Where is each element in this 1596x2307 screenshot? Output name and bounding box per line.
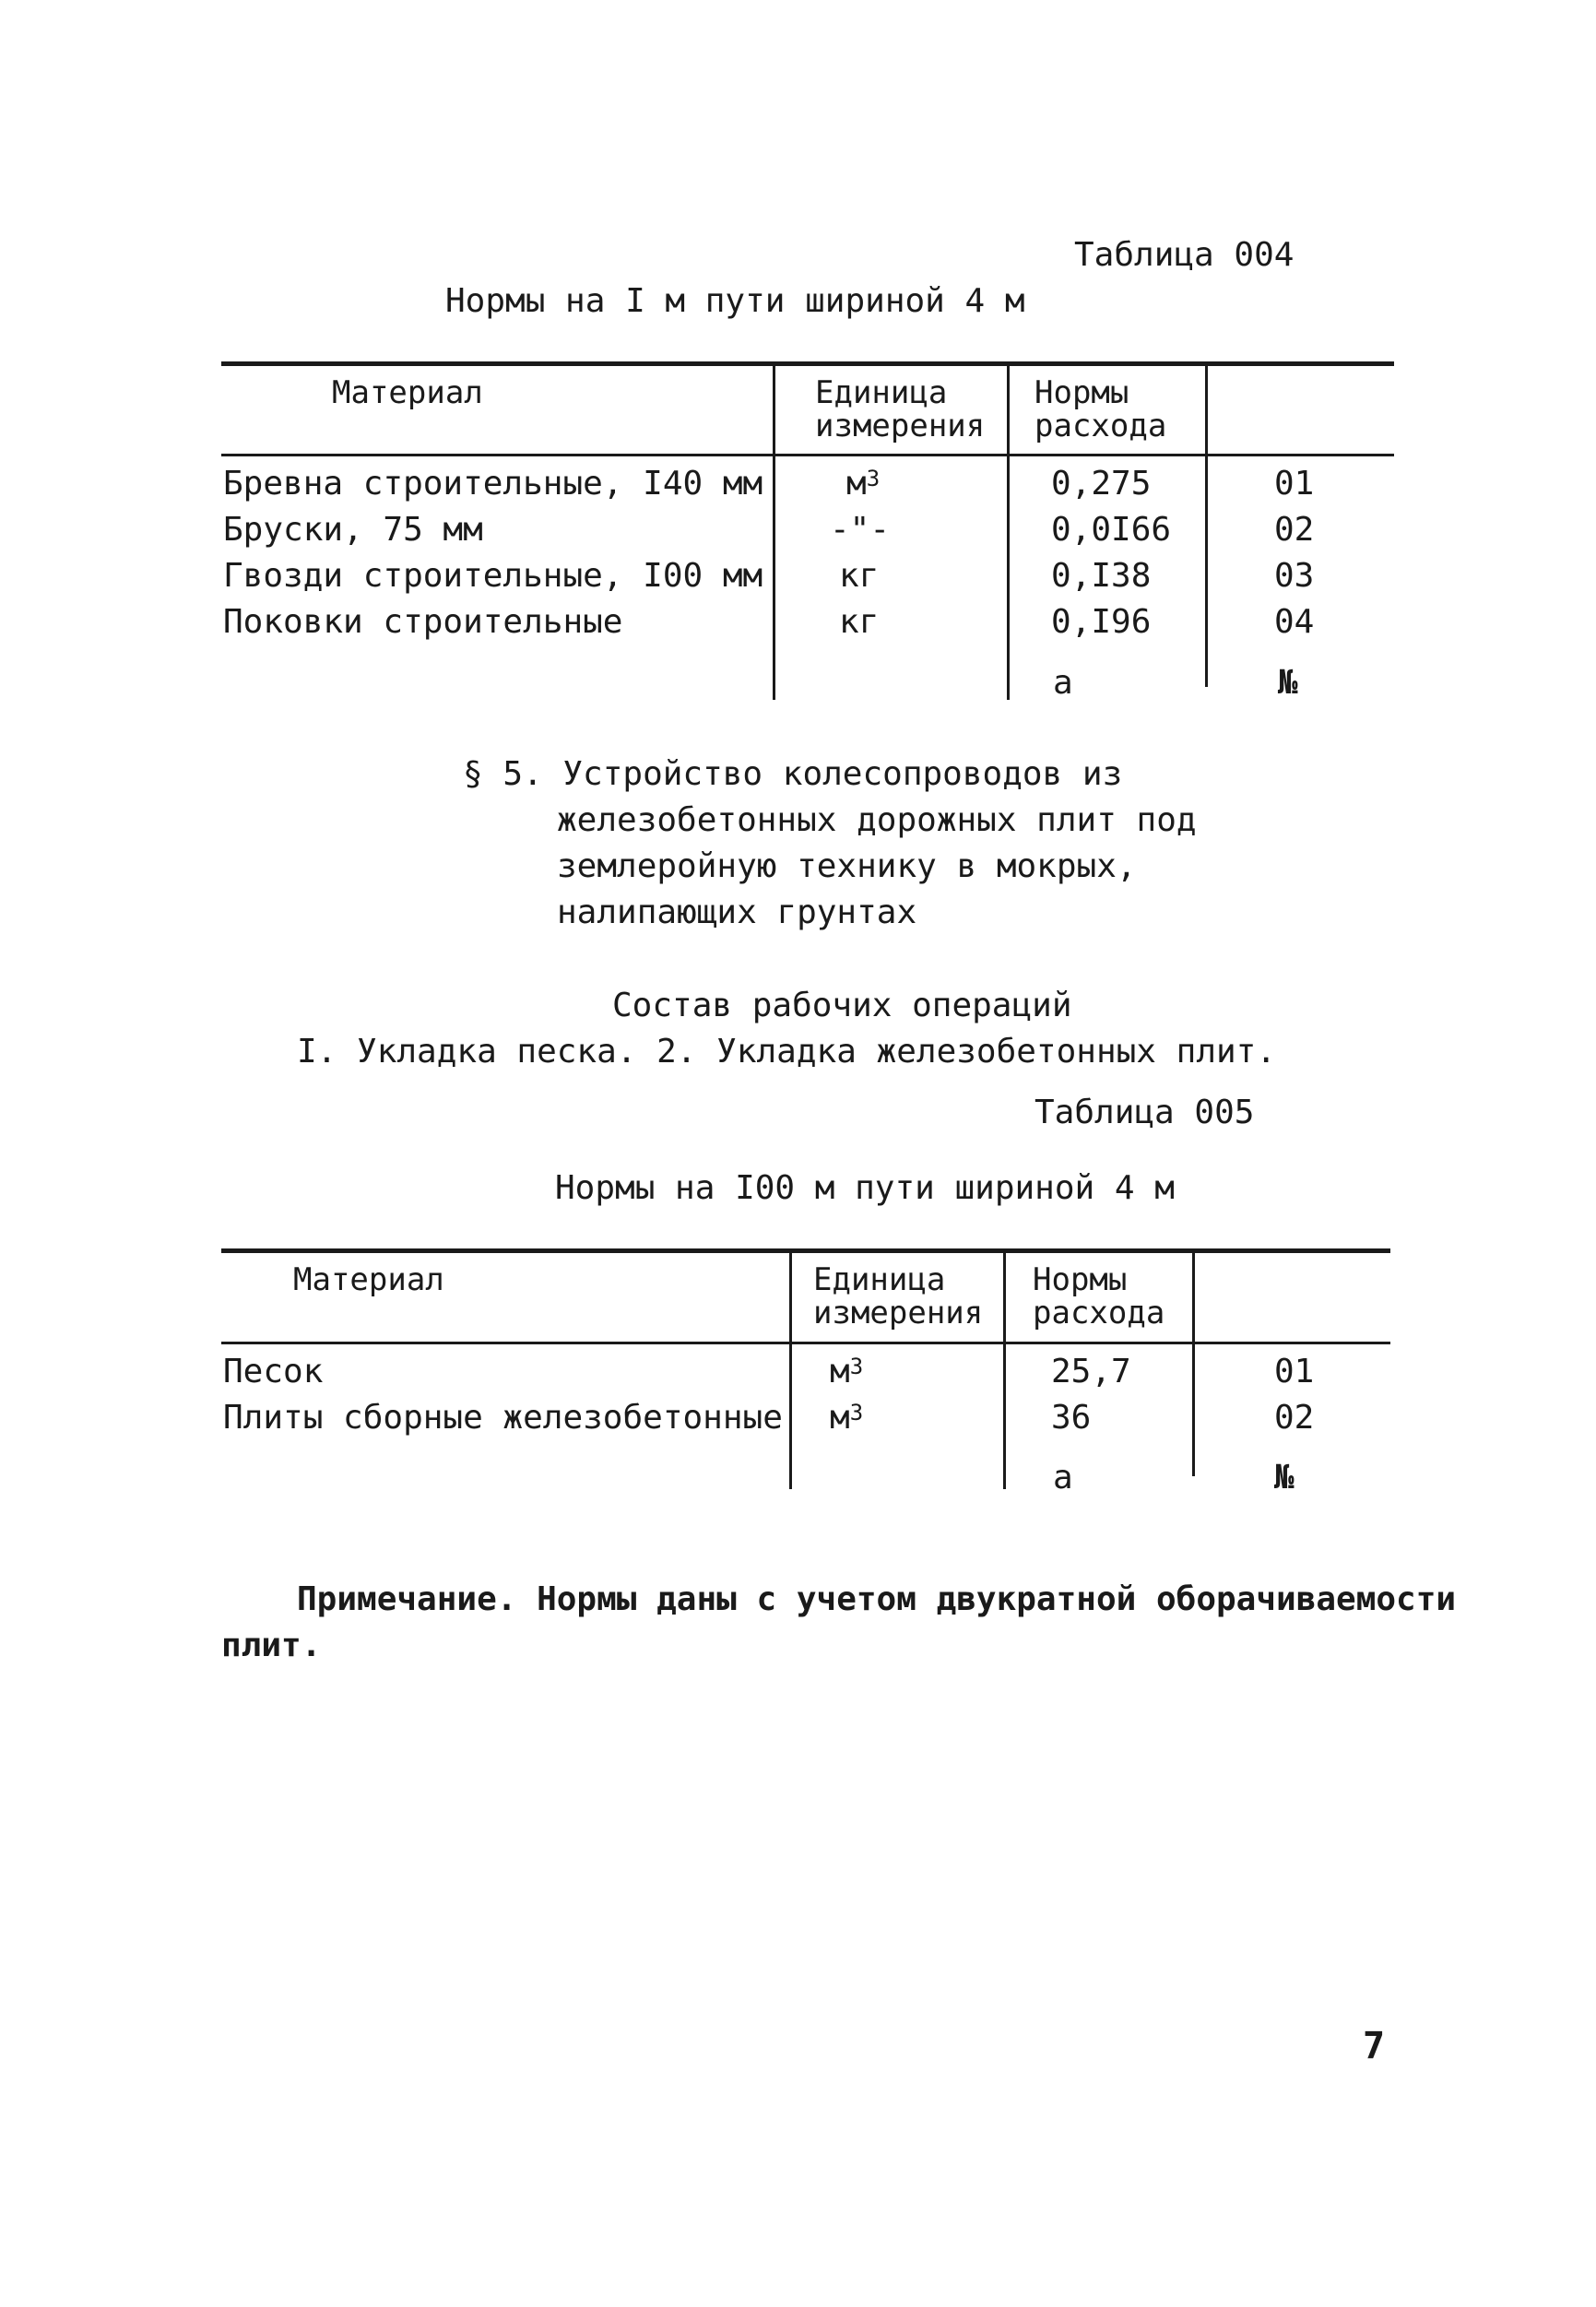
table-005-material: Песок: [223, 1353, 324, 1390]
table-005-header-rule: [221, 1342, 1390, 1344]
table-004-footer-code: №: [1278, 664, 1298, 702]
table-005-norm: 36: [1051, 1399, 1092, 1437]
table-004-norm: 0,275: [1051, 465, 1152, 503]
table-005-header-material: Материал: [293, 1261, 444, 1298]
table-005-header-norm-2: расхода: [1033, 1295, 1165, 1331]
table-005-header-norm-1: Нормы: [1033, 1261, 1128, 1298]
table-004-footer-norm: а: [1053, 664, 1073, 702]
table-004-col-divider: [1205, 364, 1208, 687]
table-004-caption: Нормы на I м пути шириной 4 м: [445, 282, 1025, 320]
section-heading-line: налипающих грунтах: [557, 893, 917, 931]
table-005-norm: 25,7: [1051, 1353, 1131, 1390]
table-004-label: Таблица 004: [1074, 236, 1295, 274]
table-004-unit: $м^3$: [846, 465, 881, 503]
table-005-footer-code: №: [1274, 1459, 1295, 1497]
table-005-top-rule: [221, 1248, 1390, 1253]
table-005-unit: $м^3$: [830, 1353, 864, 1390]
table-005-code: 01: [1274, 1353, 1315, 1390]
table-004-col-divider: [1007, 364, 1010, 700]
table-005-col-divider: [789, 1251, 792, 1489]
table-005-header-unit-1: Единица: [813, 1261, 946, 1298]
table-004-material: Бруски, 75 мм: [223, 511, 483, 549]
table-004-header-norm-1: Нормы: [1034, 374, 1129, 411]
table-004-header-unit-1: Единица: [815, 374, 948, 411]
note-line: Примечание. Нормы даны с учетом двукратной оборачиваемости: [297, 1580, 1457, 1618]
operations-title: Состав рабочих операций: [612, 987, 1072, 1024]
table-004-material: Бревна строительные, I40 мм: [223, 465, 763, 503]
table-004-code: 03: [1274, 557, 1315, 595]
table-004-header-material: Материал: [332, 374, 483, 411]
section-heading-line: § 5. Устройство колесопроводов из: [463, 755, 1123, 793]
note-line: плит.: [221, 1627, 322, 1664]
table-004-material: Поковки строительные: [223, 603, 623, 641]
section-heading-line: железобетонных дорожных плит под: [557, 801, 1197, 839]
table-005-col-divider: [1192, 1251, 1195, 1476]
table-005-header-unit-2: измерения: [813, 1295, 984, 1331]
table-004-unit: кг: [839, 557, 880, 595]
table-005-caption: Нормы на I00 м пути шириной 4 м: [555, 1169, 1175, 1207]
table-004-header-norm-2: расхода: [1034, 408, 1167, 444]
table-004-code: 04: [1274, 603, 1315, 641]
section-heading-line: землеройную технику в мокрых,: [557, 847, 1137, 885]
table-004-unit: кг: [839, 603, 880, 641]
table-004-material: Гвозди строительные, I00 мм: [223, 557, 763, 595]
table-004-header-rule: [221, 454, 1394, 456]
table-004-code: 02: [1274, 511, 1315, 549]
table-004-top-rule: [221, 361, 1394, 366]
table-004-unit: -"-: [830, 511, 891, 549]
page-number: 7: [1363, 2025, 1386, 2067]
table-004-norm: 0,0I66: [1051, 511, 1172, 549]
table-005-footer-norm: а: [1053, 1459, 1073, 1497]
table-004-code: 01: [1274, 465, 1315, 503]
table-004-norm: 0,I96: [1051, 603, 1152, 641]
table-005-label: Таблица 005: [1034, 1094, 1255, 1131]
table-005-code: 02: [1274, 1399, 1315, 1437]
table-005-material: Плиты сборные железобетонные: [223, 1399, 783, 1437]
table-004-col-divider: [773, 364, 775, 700]
table-005-col-divider: [1003, 1251, 1006, 1489]
table-004-header-unit-2: измерения: [815, 408, 986, 444]
operations-text: I. Укладка песка. 2. Укладка железобетонных плит.: [297, 1033, 1277, 1071]
table-005-unit: $м^3$: [830, 1399, 864, 1437]
table-004-norm: 0,I38: [1051, 557, 1152, 595]
